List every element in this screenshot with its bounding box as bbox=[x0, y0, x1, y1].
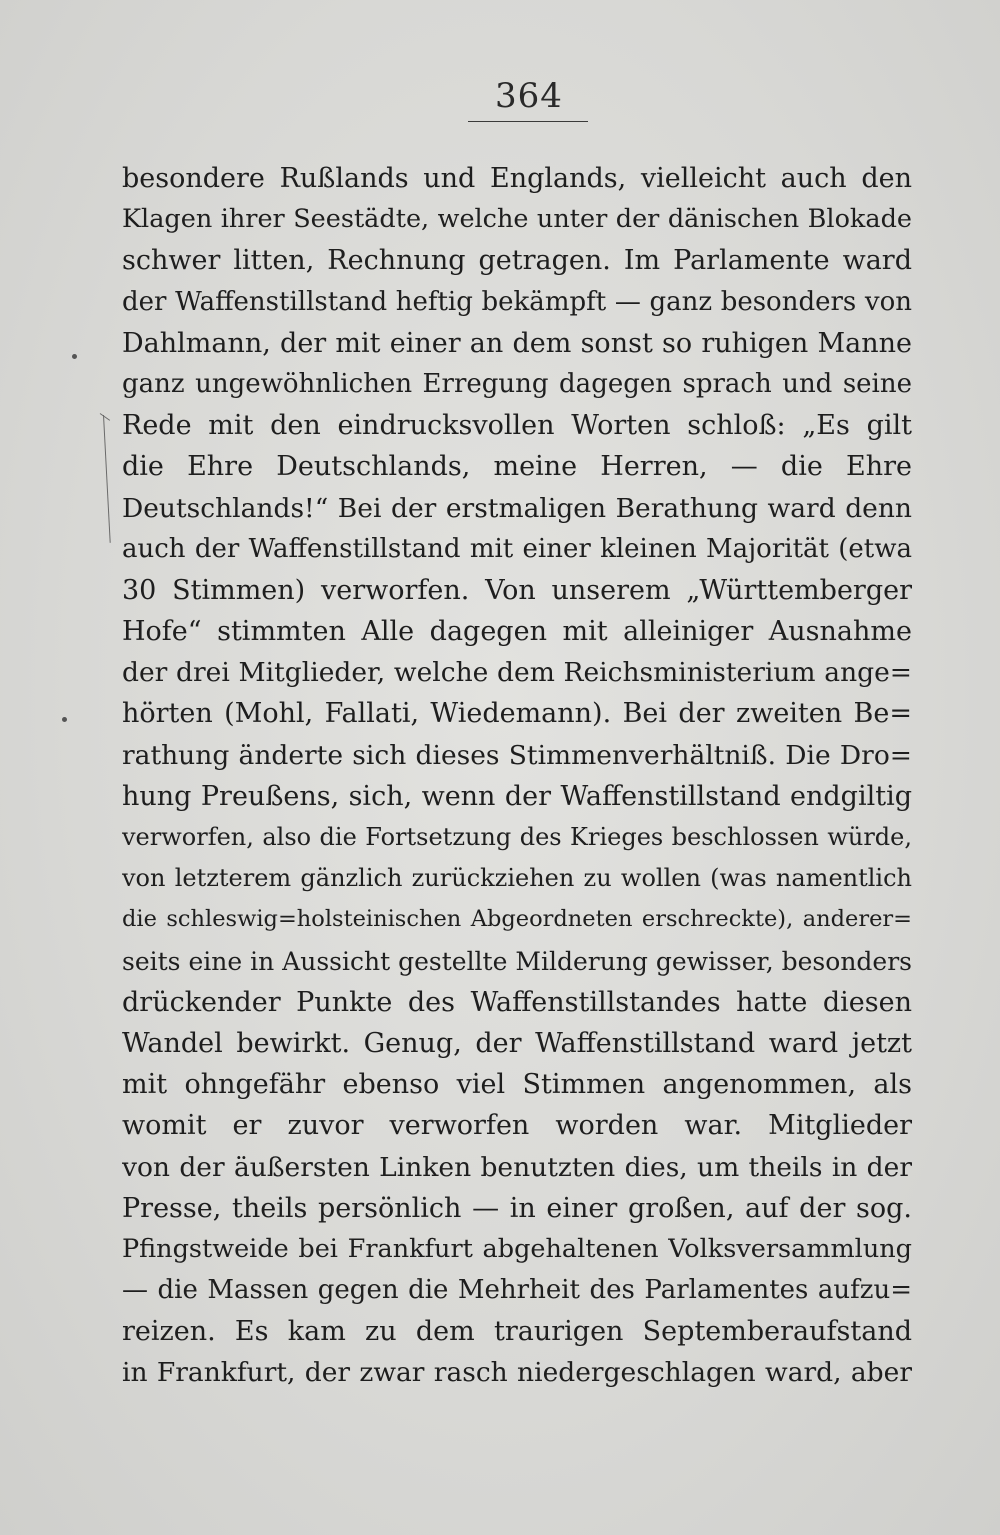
text-line: womit er zuvor verworfen worden war. Mitglieder bbox=[122, 1110, 912, 1142]
text-line: ganz ungewöhnlichen Erregung dagegen sprach und seine bbox=[122, 368, 912, 399]
page-number-rule bbox=[468, 121, 588, 122]
text-line: Presse, theils persönlich — in einer großen, auf der sog. bbox=[122, 1192, 912, 1224]
text-line: der drei Mitglieder, welche dem Reichsministerium ange= bbox=[122, 657, 912, 689]
text-line: reizen. Es kam zu dem traurigen Septemberaufstand bbox=[122, 1316, 912, 1348]
text-line: drückender Punkte des Waffenstillstandes hatte diesen bbox=[122, 986, 912, 1018]
text-line: Dahlmann, der mit einer an dem sonst so ruhigen Manne bbox=[122, 327, 912, 359]
text-line: die schleswig=holsteinischen Abgeordneten erschreckte), anderer= bbox=[122, 906, 912, 933]
text-line: rathung änderte sich dieses Stimmenverhältniß. Die Dro= bbox=[122, 739, 912, 771]
text-line: von letzterem gänzlich zurückziehen zu wollen (was namentlich bbox=[122, 864, 912, 893]
text-line: von der äußersten Linken benutzten dies, um theils in der bbox=[122, 1151, 912, 1183]
margin-pencil-mark bbox=[100, 413, 110, 421]
text-line: hörten (Mohl, Fallati, Wiedemann). Bei der zweiten Be= bbox=[122, 698, 912, 730]
text-line: Deutschlands!“ Bei der erstmaligen Berathung ward denn bbox=[122, 492, 912, 524]
text-line: Klagen ihrer Seestädte, welche unter der dänischen Blokade bbox=[122, 204, 912, 235]
text-line: mit ohngefähr ebenso viel Stimmen angenommen, als bbox=[122, 1069, 912, 1101]
margin-pencil-mark bbox=[103, 415, 111, 543]
text-line: Hofe“ stimmten Alle dagegen mit alleiniger Ausnahme bbox=[122, 616, 912, 648]
margin-mark-dot bbox=[62, 717, 67, 722]
text-line: der Waffenstillstand heftig bekämpft — ganz besonders von bbox=[122, 286, 912, 317]
text-line: verworfen, also die Fortsetzung des Krieges beschlossen würde, bbox=[122, 823, 912, 851]
text-line: seits eine in Aussicht gestellte Milderung gewisser, besonders bbox=[122, 946, 912, 976]
text-line: Rede mit den eindrucksvollen Worten schloß: „Es gilt bbox=[122, 410, 912, 442]
text-line: 30 Stimmen) verworfen. Von unserem „Württemberger bbox=[122, 574, 912, 606]
margin-mark-dot bbox=[72, 354, 77, 359]
text-line: in Frankfurt, der zwar rasch niedergeschlagen ward, aber bbox=[122, 1357, 912, 1389]
text-line: auch der Waffenstillstand mit einer kleinen Majorität (etwa bbox=[122, 533, 912, 564]
text-line: besondere Rußlands und Englands, vielleicht auch den bbox=[122, 163, 912, 194]
text-line: Wandel bewirkt. Genug, der Waffenstillstand ward jetzt bbox=[122, 1027, 912, 1059]
text-line: — die Massen gegen die Mehrheit des Parlamentes aufzu= bbox=[122, 1275, 912, 1306]
text-line: schwer litten, Rechnung getragen. Im Parlamente ward bbox=[122, 245, 912, 277]
text-line: die Ehre Deutschlands, meine Herren, — die Ehre bbox=[122, 451, 912, 483]
body-text bbox=[122, 158, 912, 1394]
text-line: Pfingstweide bei Frankfurt abgehaltenen Volksversammlung bbox=[122, 1233, 912, 1264]
page-number: 364 bbox=[495, 76, 563, 116]
text-line: hung Preußens, sich, wenn der Waffenstillstand endgiltig bbox=[122, 780, 912, 812]
